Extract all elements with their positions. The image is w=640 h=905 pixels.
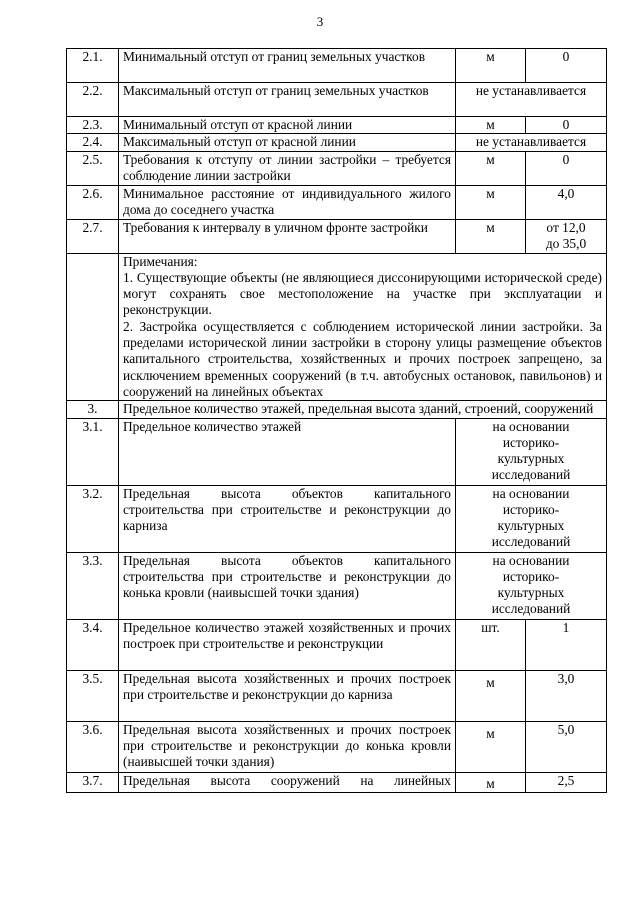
row-value [456, 552, 607, 619]
table-row [67, 49, 607, 83]
row-value: 5,0 [526, 721, 607, 772]
row-parameter: Требования к интервалу в уличном фронте застройки [119, 219, 456, 253]
row-parameter: Предельная высота объектов капитального строительства при строительстве и реконструкции до конька кровли (наивысшей точки здания) [119, 552, 456, 619]
regulations-table [66, 48, 607, 793]
row-unit: м [456, 185, 526, 219]
section-number: 3. [67, 401, 119, 418]
row-value-line: культурных [497, 451, 565, 467]
row-value-line: культурных [497, 585, 565, 601]
row-unit: м [456, 151, 526, 185]
table-row [67, 134, 607, 151]
table-row [67, 721, 607, 772]
notes-row [67, 253, 607, 401]
table-row [67, 219, 607, 253]
row-parameter: Предельное количество этажей [119, 418, 456, 485]
table-row [67, 619, 607, 670]
row-value-line: до 35,0 [545, 235, 587, 251]
row-parameter: Предельное количество этажей хозяйственных и прочих построек при строительстве и реконструкции [119, 619, 456, 670]
row-parameter: Минимальный отступ от границ земельных участков [119, 49, 456, 83]
row-number: 2.1. [67, 49, 119, 83]
table-row [67, 151, 607, 185]
row-value: 0 [526, 117, 607, 134]
row-value-line: исследований [491, 534, 571, 550]
row-value-line: историко- [502, 501, 560, 517]
row-number: 3.3. [67, 552, 119, 619]
row-number: 2.6. [67, 185, 119, 219]
row-value: не устанавливается [456, 134, 607, 151]
row-number: 2.3. [67, 117, 119, 134]
row-number: 3.4. [67, 619, 119, 670]
row-value-line: исследований [491, 601, 571, 617]
row-value-line: от 12,0 [546, 219, 586, 235]
row-parameter: Предельная высота сооружений на линейных [119, 772, 456, 792]
table-row [67, 185, 607, 219]
row-unit: м [456, 670, 526, 721]
row-unit: м [456, 772, 526, 792]
row-value-line: на основании [492, 552, 570, 568]
row-number: 2.7. [67, 219, 119, 253]
row-parameter: Предельная высота хозяйственных и прочих построек при строительстве и реконструкции до карниза [119, 670, 456, 721]
row-number: 2.2. [67, 83, 119, 117]
table-row [67, 772, 607, 792]
row-parameter: Предельная высота хозяйственных и прочих построек при строительстве и реконструкции до конька кровли (наивысшей точки здания) [119, 721, 456, 772]
note-item: 2. Застройка осуществляется с соблюдением исторической линии застройки. За пределами исторической линии застройки в сторону улицы размещение объектов капитального строительства, хозяйственных и прочих построек запрещено, за исключением временных сооружений (в т.ч. автобусных остановок, павильонов) и сооружений на линейных объектах [123, 318, 602, 399]
row-parameter: Минимальное расстояние от индивидуального жилого дома до соседнего участка [119, 185, 456, 219]
row-number: 3.6. [67, 721, 119, 772]
row-number: 3.1. [67, 418, 119, 485]
table-row [67, 485, 607, 552]
row-unit: м [456, 117, 526, 134]
table-row [67, 117, 607, 134]
row-value-line: культурных [497, 518, 565, 534]
row-parameter: Минимальный отступ от красной линии [119, 117, 456, 134]
row-value [456, 485, 607, 552]
row-parameter: Максимальный отступ от границ земельных участков [119, 83, 456, 117]
row-parameter: Максимальный отступ от красной линии [119, 134, 456, 151]
row-value-line: исследований [491, 467, 571, 483]
note-item: 1. Существующие объекты (не являющиеся диссонирующими исторической среде) могут сохранять свое местоположение на участке при эксплуатации и реконструкции. [123, 269, 602, 318]
row-value-line: на основании [492, 418, 570, 434]
row-value: 0 [526, 151, 607, 185]
row-number: 2.4. [67, 134, 119, 151]
notes-cell [119, 253, 607, 401]
row-value: 1 [526, 619, 607, 670]
row-value [456, 418, 607, 485]
table-row [67, 418, 607, 485]
row-unit: м [456, 219, 526, 253]
row-number: 3.7. [67, 772, 119, 792]
row-unit: м [456, 721, 526, 772]
row-number: 2.5. [67, 151, 119, 185]
row-value: 0 [526, 49, 607, 83]
section-title: Предельное количество этажей, предельная высота зданий, строений, сооружений [119, 401, 607, 418]
table-row [67, 83, 607, 117]
row-unit: м [456, 49, 526, 83]
page-number: 3 [316, 14, 324, 29]
row-value: не устанавливается [456, 83, 607, 117]
row-value-line: на основании [492, 485, 570, 501]
row-number: 3.5. [67, 670, 119, 721]
row-value-line: историко- [502, 434, 560, 450]
row-parameter: Требования к отступу от линии застройки – требуется соблюдение линии застройки [119, 151, 456, 185]
row-value [526, 219, 607, 253]
row-parameter: Предельная высота объектов капитального строительства при строительстве и реконструкции до карниза [119, 485, 456, 552]
row-value: 3,0 [526, 670, 607, 721]
notes-heading: Примечания: [123, 253, 198, 269]
row-value-line: историко- [502, 568, 560, 584]
row-unit: шт. [456, 619, 526, 670]
section-header-row [67, 401, 607, 418]
row-number: 3.2. [67, 485, 119, 552]
row-value: 2,5 [526, 772, 607, 792]
row-value: 4,0 [526, 185, 607, 219]
table-row [67, 670, 607, 721]
table-row [67, 552, 607, 619]
row-number [67, 253, 119, 401]
